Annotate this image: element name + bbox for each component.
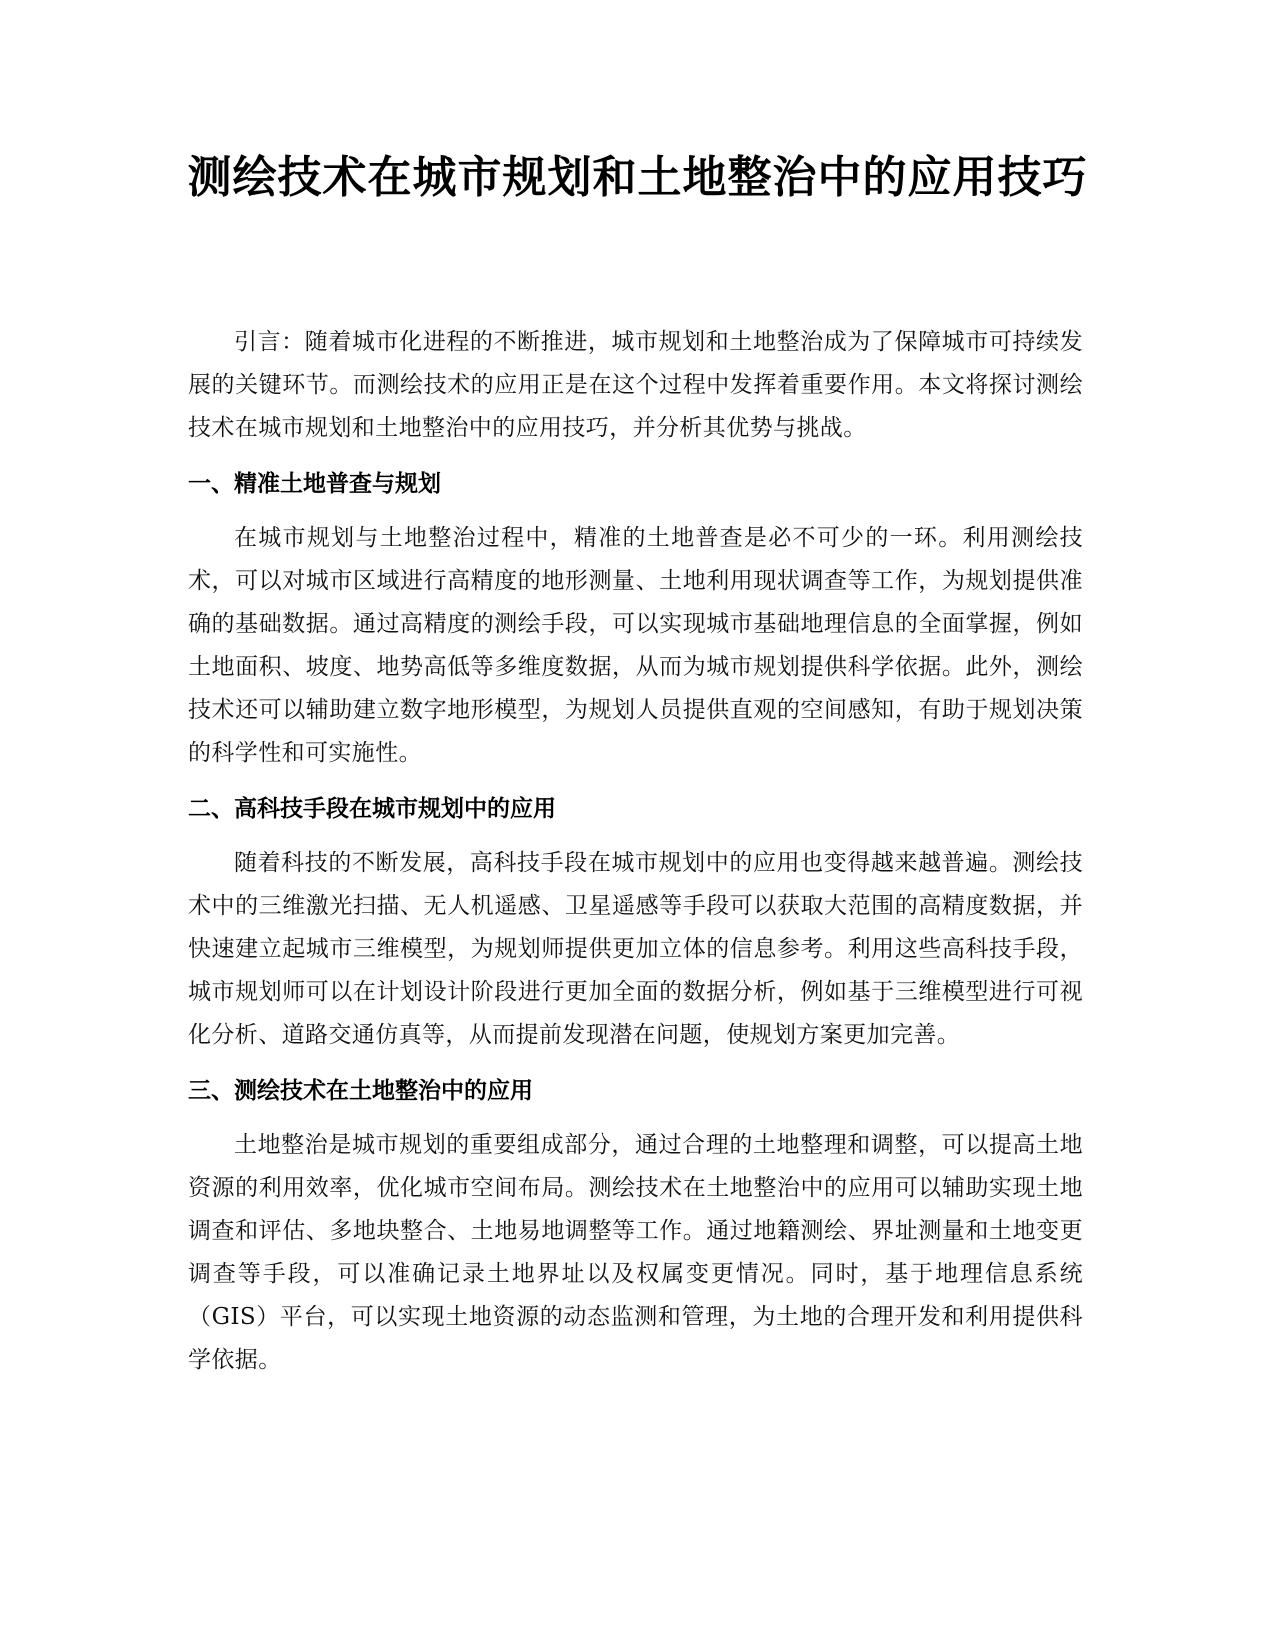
section-body-1: 在城市规划与土地整治过程中，精准的土地普查是必不可少的一环。利用测绘技术，可以对城市区域进行高精度的地形测量、土地利用现状调查等工作，为规划提供准确的基础数据。通过高精度的测绘手段，可以实现城市基础地理信息的全面掌握，例如土地面积、坡度、地势高低等多维度数据，从而为城市规划提供科学依据。此外，测绘技术还可以辅助建立数字地形模型，为规划人员提供直观的空间感知，有助于规划决策的科学性和可实施性。 (188, 525, 1083, 766)
document-body (188, 321, 1083, 1382)
section-body-3: 土地整治是城市规划的重要组成部分，通过合理的土地整理和调整，可以提高土地资源的利用效率，优化城市空间布局。测绘技术在土地整治中的应用可以辅助实现土地调查和评估、多地块整合、土地易地调整等工作。通过地籍测绘、界址测量和土地变更调查等手段，可以准确记录土地界址以及权属变更情况。同时，基于地理信息系统（GIS）平台，可以实现土地资源的动态监测和管理，为土地的合理开发和利用提供科学依据。 (188, 1132, 1083, 1373)
document-title: 测绘技术在城市规划和土地整治中的应用技巧 (187, 152, 1088, 203)
section-body-2: 随着科技的不断发展，高科技手段在城市规划中的应用也变得越来越普遍。测绘技术中的三维激光扫描、无人机遥感、卫星遥感等手段可以获取大范围的高精度数据，并快速建立起城市三维模型，为规划师提供更加立体的信息参考。利用这些高科技手段，城市规划师可以在计划设计阶段进行更加全面的数据分析，例如基于三维模型进行可视化分析、道路交通仿真等，从而提前发现潜在问题，使规划方案更加完善。 (188, 850, 1083, 1048)
section-heading-2: 二、高科技手段在城市规划中的应用 (188, 796, 556, 822)
section-heading-3: 三、测绘技术在土地整治中的应用 (188, 1078, 533, 1104)
intro-paragraph: 引言：随着城市化进程的不断推进，城市规划和土地整治成为了保障城市可持续发展的关键环节。而测绘技术的应用正是在这个过程中发挥着重要作用。本文将探讨测绘技术在城市规划和土地整治中的应用技巧，并分析其优势与挑战。 (188, 329, 1083, 441)
section-heading-1: 一、精准土地普查与规划 (188, 471, 441, 497)
